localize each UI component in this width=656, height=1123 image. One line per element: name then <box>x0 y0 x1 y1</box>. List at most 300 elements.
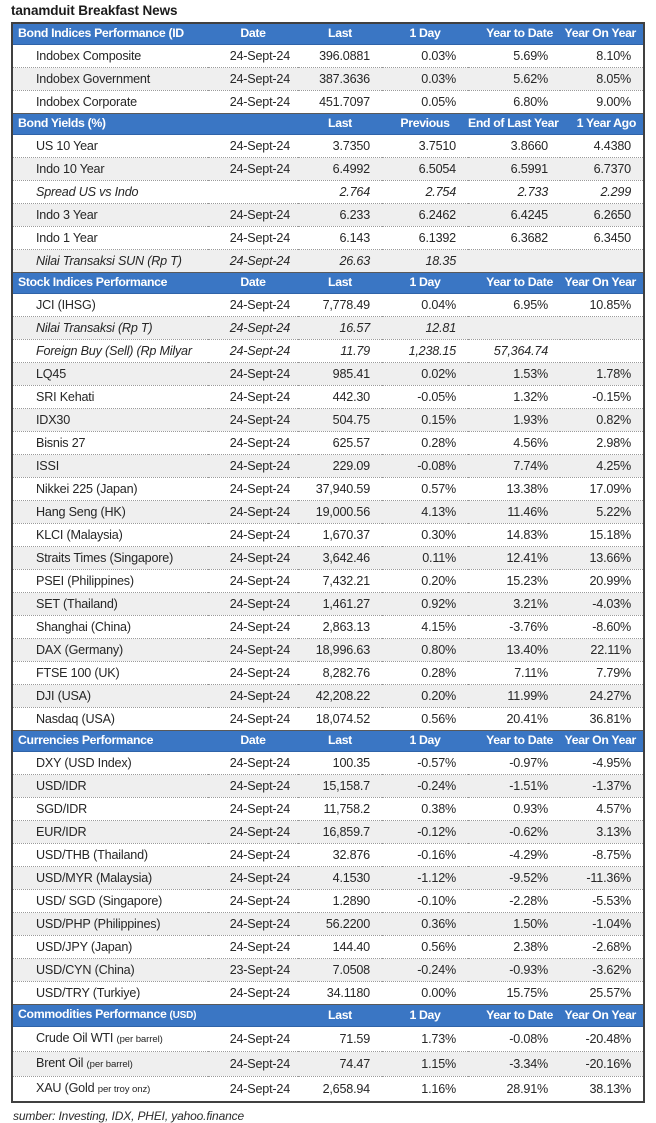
row-value: -20.16% <box>560 1052 644 1077</box>
row-value: 4.15% <box>382 616 468 639</box>
row-value: 24-Sept-24 <box>208 890 298 913</box>
column-header: Last <box>298 23 382 45</box>
row-value: 24-Sept-24 <box>208 844 298 867</box>
row-value: -20.48% <box>560 1027 644 1052</box>
section-header-bond-yields <box>12 114 644 135</box>
row-value: 15.75% <box>468 982 560 1005</box>
row-label: Indobex Corporate <box>12 91 208 114</box>
row-value: 2,658.94 <box>298 1077 382 1103</box>
row-value: 24-Sept-24 <box>208 1052 298 1077</box>
row-value: 19,000.56 <box>298 501 382 524</box>
row-value: 13.38% <box>468 478 560 501</box>
row-value: 4.4380 <box>560 135 644 158</box>
row-value: 451.7097 <box>298 91 382 114</box>
table-row <box>12 708 644 731</box>
row-value: 1,670.37 <box>298 524 382 547</box>
section-title: Bond Yields (%) <box>12 114 208 135</box>
row-value: -5.53% <box>560 890 644 913</box>
row-value: 24-Sept-24 <box>208 982 298 1005</box>
row-value <box>560 250 644 273</box>
row-value: -0.10% <box>382 890 468 913</box>
row-value: 0.28% <box>382 432 468 455</box>
row-label: JCI (IHSG) <box>12 294 208 317</box>
row-value: 15.23% <box>468 570 560 593</box>
row-value: 504.75 <box>298 409 382 432</box>
row-value: 5.69% <box>468 45 560 68</box>
column-header: Year to Date <box>468 273 560 294</box>
row-label: PSEI (Philippines) <box>12 570 208 593</box>
row-value: 6.3682 <box>468 227 560 250</box>
row-label: Brent Oil (per barrel) <box>12 1052 208 1077</box>
row-value: -1.12% <box>382 867 468 890</box>
table-row <box>12 593 644 616</box>
row-value: 3.13% <box>560 821 644 844</box>
row-value: 4.13% <box>382 501 468 524</box>
row-value: -4.95% <box>560 752 644 775</box>
row-value: 6.1392 <box>382 227 468 250</box>
row-value: 0.93% <box>468 798 560 821</box>
row-value: -0.24% <box>382 959 468 982</box>
column-header: Year to Date <box>468 1005 560 1027</box>
row-label: LQ45 <box>12 363 208 386</box>
row-value: 0.28% <box>382 662 468 685</box>
row-value: 13.40% <box>468 639 560 662</box>
row-value: 6.2650 <box>560 204 644 227</box>
row-value: 15.18% <box>560 524 644 547</box>
row-label: USD/ SGD (Singapore) <box>12 890 208 913</box>
row-value: 11.79 <box>298 340 382 363</box>
row-value: 8,282.76 <box>298 662 382 685</box>
row-value: 1.2890 <box>298 890 382 913</box>
table-row <box>12 409 644 432</box>
row-label: XAU (Gold per troy onz) <box>12 1077 208 1103</box>
row-value: 0.80% <box>382 639 468 662</box>
table-row <box>12 158 644 181</box>
column-header: End of Last Year <box>468 114 560 135</box>
row-value: 16,859.7 <box>298 821 382 844</box>
row-value: 4.57% <box>560 798 644 821</box>
table-row <box>12 616 644 639</box>
row-value <box>560 340 644 363</box>
table-row <box>12 135 644 158</box>
row-value: 100.35 <box>298 752 382 775</box>
table-row <box>12 547 644 570</box>
column-header: Previous <box>382 114 468 135</box>
row-value: 11.99% <box>468 685 560 708</box>
row-value: 24-Sept-24 <box>208 662 298 685</box>
row-value: 6.2462 <box>382 204 468 227</box>
row-value: 6.80% <box>468 91 560 114</box>
row-value: 24-Sept-24 <box>208 798 298 821</box>
row-value: 24-Sept-24 <box>208 1077 298 1103</box>
column-header: 1 Day <box>382 731 468 752</box>
row-value: 3.7350 <box>298 135 382 158</box>
table-row <box>12 685 644 708</box>
row-value: 2,863.13 <box>298 616 382 639</box>
row-value: 23-Sept-24 <box>208 959 298 982</box>
row-value: 24-Sept-24 <box>208 158 298 181</box>
row-value: 3.8660 <box>468 135 560 158</box>
row-value: 24-Sept-24 <box>208 135 298 158</box>
row-value: -9.52% <box>468 867 560 890</box>
row-label: Nilai Transaksi (Rp T) <box>12 317 208 340</box>
row-label: ISSI <box>12 455 208 478</box>
row-value: 18,074.52 <box>298 708 382 731</box>
row-value: 16.57 <box>298 317 382 340</box>
row-value: -1.04% <box>560 913 644 936</box>
row-label: FTSE 100 (UK) <box>12 662 208 685</box>
column-header: Year On Year <box>560 731 644 752</box>
section-title: Stock Indices Performance <box>12 273 208 294</box>
row-value: 24-Sept-24 <box>208 685 298 708</box>
row-value: 0.92% <box>382 593 468 616</box>
table-body <box>12 23 644 1102</box>
row-label: Bisnis 27 <box>12 432 208 455</box>
row-value: -2.68% <box>560 936 644 959</box>
row-value: 0.15% <box>382 409 468 432</box>
column-header: Date <box>208 273 298 294</box>
table-row <box>12 455 644 478</box>
row-value: 0.57% <box>382 478 468 501</box>
table-row <box>12 432 644 455</box>
row-label: USD/JPY (Japan) <box>12 936 208 959</box>
row-value <box>468 250 560 273</box>
column-header: 1 Day <box>382 23 468 45</box>
row-value: 6.5991 <box>468 158 560 181</box>
row-value: 24-Sept-24 <box>208 501 298 524</box>
row-label: Shanghai (China) <box>12 616 208 639</box>
row-value: 442.30 <box>298 386 382 409</box>
row-value: 0.56% <box>382 936 468 959</box>
row-label: Indo 10 Year <box>12 158 208 181</box>
table-row <box>12 913 644 936</box>
row-value: 5.22% <box>560 501 644 524</box>
row-label: USD/MYR (Malaysia) <box>12 867 208 890</box>
row-value: 11.46% <box>468 501 560 524</box>
row-value: 6.3450 <box>560 227 644 250</box>
row-value <box>208 181 298 204</box>
row-value: 0.20% <box>382 685 468 708</box>
row-value: 7.74% <box>468 455 560 478</box>
row-value: 0.82% <box>560 409 644 432</box>
section-header-stock-indices-performance <box>12 273 644 294</box>
table-row <box>12 68 644 91</box>
section-title-note: (USD) <box>169 1010 197 1021</box>
row-label: USD/THB (Thailand) <box>12 844 208 867</box>
row-value: 57,364.74 <box>468 340 560 363</box>
row-value: 24-Sept-24 <box>208 432 298 455</box>
row-label: DAX (Germany) <box>12 639 208 662</box>
column-header: Year to Date <box>468 23 560 45</box>
section-header-currencies-performance <box>12 731 644 752</box>
section-header-bond-indices-performance <box>12 23 644 45</box>
row-label: Nilai Transaksi SUN (Rp T) <box>12 250 208 273</box>
row-value: 24-Sept-24 <box>208 455 298 478</box>
row-label: Indobex Government <box>12 68 208 91</box>
row-value: 1.53% <box>468 363 560 386</box>
column-header: Year On Year <box>560 273 644 294</box>
row-value: 1.16% <box>382 1077 468 1103</box>
row-value: 0.38% <box>382 798 468 821</box>
row-value: 6.233 <box>298 204 382 227</box>
row-value: 985.41 <box>298 363 382 386</box>
row-value: 24-Sept-24 <box>208 409 298 432</box>
row-value: 71.59 <box>298 1027 382 1052</box>
column-header: 1 Day <box>382 273 468 294</box>
row-label: USD/TRY (Turkiye) <box>12 982 208 1005</box>
table-row <box>12 294 644 317</box>
table-row <box>12 340 644 363</box>
row-value: 0.11% <box>382 547 468 570</box>
row-value: 26.63 <box>298 250 382 273</box>
row-value: -0.24% <box>382 775 468 798</box>
row-value: 22.11% <box>560 639 644 662</box>
table-row <box>12 639 644 662</box>
row-label: Crude Oil WTI (per barrel) <box>12 1027 208 1052</box>
column-header: Year to Date <box>468 731 560 752</box>
row-label: Hang Seng (HK) <box>12 501 208 524</box>
row-label: Straits Times (Singapore) <box>12 547 208 570</box>
row-value: -1.37% <box>560 775 644 798</box>
section-title: Commodities Performance (USD) <box>12 1005 208 1027</box>
row-value: -0.97% <box>468 752 560 775</box>
column-header: Last <box>298 114 382 135</box>
row-value: 24-Sept-24 <box>208 363 298 386</box>
row-value: 3,642.46 <box>298 547 382 570</box>
row-value: -8.75% <box>560 844 644 867</box>
row-value: 7.11% <box>468 662 560 685</box>
row-value: 24.27% <box>560 685 644 708</box>
row-value: 229.09 <box>298 455 382 478</box>
row-value: 24-Sept-24 <box>208 821 298 844</box>
row-value: 24-Sept-24 <box>208 340 298 363</box>
row-value: 6.5054 <box>382 158 468 181</box>
table-row <box>12 570 644 593</box>
row-label: KLCI (Malaysia) <box>12 524 208 547</box>
row-value: 12.81 <box>382 317 468 340</box>
row-value: 24-Sept-24 <box>208 867 298 890</box>
row-value: 0.02% <box>382 363 468 386</box>
row-value: 2.764 <box>298 181 382 204</box>
table-row <box>12 844 644 867</box>
financial-markets-table <box>11 22 645 1103</box>
row-value: 1,461.27 <box>298 593 382 616</box>
table-row <box>12 982 644 1005</box>
row-value: 24-Sept-24 <box>208 570 298 593</box>
column-header: Year On Year <box>560 1005 644 1027</box>
row-label-note: (per barrel) <box>116 1034 163 1045</box>
row-value: 24-Sept-24 <box>208 386 298 409</box>
row-value: -8.60% <box>560 616 644 639</box>
row-value: 1.78% <box>560 363 644 386</box>
row-label: EUR/IDR <box>12 821 208 844</box>
row-value: 24-Sept-24 <box>208 708 298 731</box>
row-value: 56.2200 <box>298 913 382 936</box>
row-value: 14.83% <box>468 524 560 547</box>
row-value: 0.04% <box>382 294 468 317</box>
row-value: 24-Sept-24 <box>208 478 298 501</box>
table-row <box>12 524 644 547</box>
row-value: 24-Sept-24 <box>208 91 298 114</box>
row-label: Spread US vs Indo <box>12 181 208 204</box>
row-value: 0.05% <box>382 91 468 114</box>
row-label: DJI (USA) <box>12 685 208 708</box>
row-value: 144.40 <box>298 936 382 959</box>
row-value: 396.0881 <box>298 45 382 68</box>
row-label: USD/IDR <box>12 775 208 798</box>
row-value: -0.16% <box>382 844 468 867</box>
row-value: 2.754 <box>382 181 468 204</box>
row-value: 24-Sept-24 <box>208 204 298 227</box>
row-value: 1,238.15 <box>382 340 468 363</box>
row-value: 24-Sept-24 <box>208 775 298 798</box>
row-label: IDX30 <box>12 409 208 432</box>
row-value: 4.25% <box>560 455 644 478</box>
row-value: 24-Sept-24 <box>208 616 298 639</box>
column-header: Date <box>208 731 298 752</box>
row-label: DXY (USD Index) <box>12 752 208 775</box>
row-value: 0.56% <box>382 708 468 731</box>
row-label: USD/PHP (Philippines) <box>12 913 208 936</box>
row-value <box>560 317 644 340</box>
row-value: 3.21% <box>468 593 560 616</box>
row-label: Indo 1 Year <box>12 227 208 250</box>
row-value: 20.99% <box>560 570 644 593</box>
table-row <box>12 250 644 273</box>
row-value: 0.00% <box>382 982 468 1005</box>
row-value: 15,158.7 <box>298 775 382 798</box>
row-value: -0.62% <box>468 821 560 844</box>
row-value <box>468 317 560 340</box>
table-row <box>12 317 644 340</box>
row-value: 24-Sept-24 <box>208 547 298 570</box>
row-value: 24-Sept-24 <box>208 752 298 775</box>
table-row <box>12 1077 644 1103</box>
row-label-note: (per barrel) <box>86 1059 133 1070</box>
row-label: USD/CYN (China) <box>12 959 208 982</box>
row-value: 0.03% <box>382 68 468 91</box>
column-header: Last <box>298 731 382 752</box>
row-value: -0.08% <box>468 1027 560 1052</box>
row-value: 24-Sept-24 <box>208 227 298 250</box>
column-header: Last <box>298 273 382 294</box>
table-row <box>12 821 644 844</box>
row-label: SET (Thailand) <box>12 593 208 616</box>
table-row <box>12 478 644 501</box>
row-value: 24-Sept-24 <box>208 524 298 547</box>
table-row <box>12 1027 644 1052</box>
section-header-commodities-performance <box>12 1005 644 1027</box>
row-value: -0.15% <box>560 386 644 409</box>
row-value: 24-Sept-24 <box>208 936 298 959</box>
row-value: 2.299 <box>560 181 644 204</box>
row-value: 4.1530 <box>298 867 382 890</box>
row-value: 6.143 <box>298 227 382 250</box>
row-value: 28.91% <box>468 1077 560 1103</box>
row-label: Indo 3 Year <box>12 204 208 227</box>
table-row <box>12 662 644 685</box>
row-label: Nasdaq (USA) <box>12 708 208 731</box>
row-value: 0.30% <box>382 524 468 547</box>
row-value: 4.56% <box>468 432 560 455</box>
row-value: 1.15% <box>382 1052 468 1077</box>
row-value: -11.36% <box>560 867 644 890</box>
row-value: -3.62% <box>560 959 644 982</box>
row-value: -0.12% <box>382 821 468 844</box>
row-value: 1.50% <box>468 913 560 936</box>
row-value: 8.10% <box>560 45 644 68</box>
table-row <box>12 181 644 204</box>
row-value: 24-Sept-24 <box>208 1027 298 1052</box>
table-row <box>12 363 644 386</box>
row-value: 24-Sept-24 <box>208 68 298 91</box>
row-value: 37,940.59 <box>298 478 382 501</box>
row-value: 7,432.21 <box>298 570 382 593</box>
row-value: 6.95% <box>468 294 560 317</box>
row-label: US 10 Year <box>12 135 208 158</box>
column-header: 1 Day <box>382 1005 468 1027</box>
table-row <box>12 501 644 524</box>
row-label: Indobex Composite <box>12 45 208 68</box>
table-row <box>12 386 644 409</box>
row-value: 7.0508 <box>298 959 382 982</box>
row-label-note: per troy onz) <box>97 1084 151 1095</box>
row-value: 7.79% <box>560 662 644 685</box>
table-row <box>12 798 644 821</box>
row-value: 6.7370 <box>560 158 644 181</box>
row-label: SGD/IDR <box>12 798 208 821</box>
row-value: 10.85% <box>560 294 644 317</box>
column-header: Date <box>208 23 298 45</box>
row-label: Nikkei 225 (Japan) <box>12 478 208 501</box>
row-value: 1.93% <box>468 409 560 432</box>
table-row <box>12 204 644 227</box>
row-label: Foreign Buy (Sell) (Rp Milyar <box>12 340 208 363</box>
page-title: tanamduit Breakfast News <box>11 3 178 18</box>
row-value: -0.08% <box>382 455 468 478</box>
table-row <box>12 45 644 68</box>
row-value: 2.733 <box>468 181 560 204</box>
row-value: 34.1180 <box>298 982 382 1005</box>
section-title: Currencies Performance <box>12 731 208 752</box>
row-value: -3.34% <box>468 1052 560 1077</box>
table-row <box>12 91 644 114</box>
row-value: 32.876 <box>298 844 382 867</box>
column-header <box>208 1005 298 1027</box>
row-value: 2.38% <box>468 936 560 959</box>
row-value: 25.57% <box>560 982 644 1005</box>
column-header: 1 Year Ago <box>560 114 644 135</box>
table-row <box>12 775 644 798</box>
row-value: 2.98% <box>560 432 644 455</box>
row-value: 18,996.63 <box>298 639 382 662</box>
row-value: 17.09% <box>560 478 644 501</box>
row-value: 18.35 <box>382 250 468 273</box>
row-value: 24-Sept-24 <box>208 593 298 616</box>
row-value: 1.32% <box>468 386 560 409</box>
row-value: -4.03% <box>560 593 644 616</box>
table-row <box>12 752 644 775</box>
source-note: sumber: Investing, IDX, PHEI, yahoo.finance <box>13 1109 245 1123</box>
row-value: 24-Sept-24 <box>208 317 298 340</box>
table-row <box>12 890 644 913</box>
row-value: 13.66% <box>560 547 644 570</box>
row-value: -2.28% <box>468 890 560 913</box>
row-value: 6.4992 <box>298 158 382 181</box>
column-header: Year On Year <box>560 23 644 45</box>
row-value: 24-Sept-24 <box>208 250 298 273</box>
column-header: Last <box>298 1005 382 1027</box>
